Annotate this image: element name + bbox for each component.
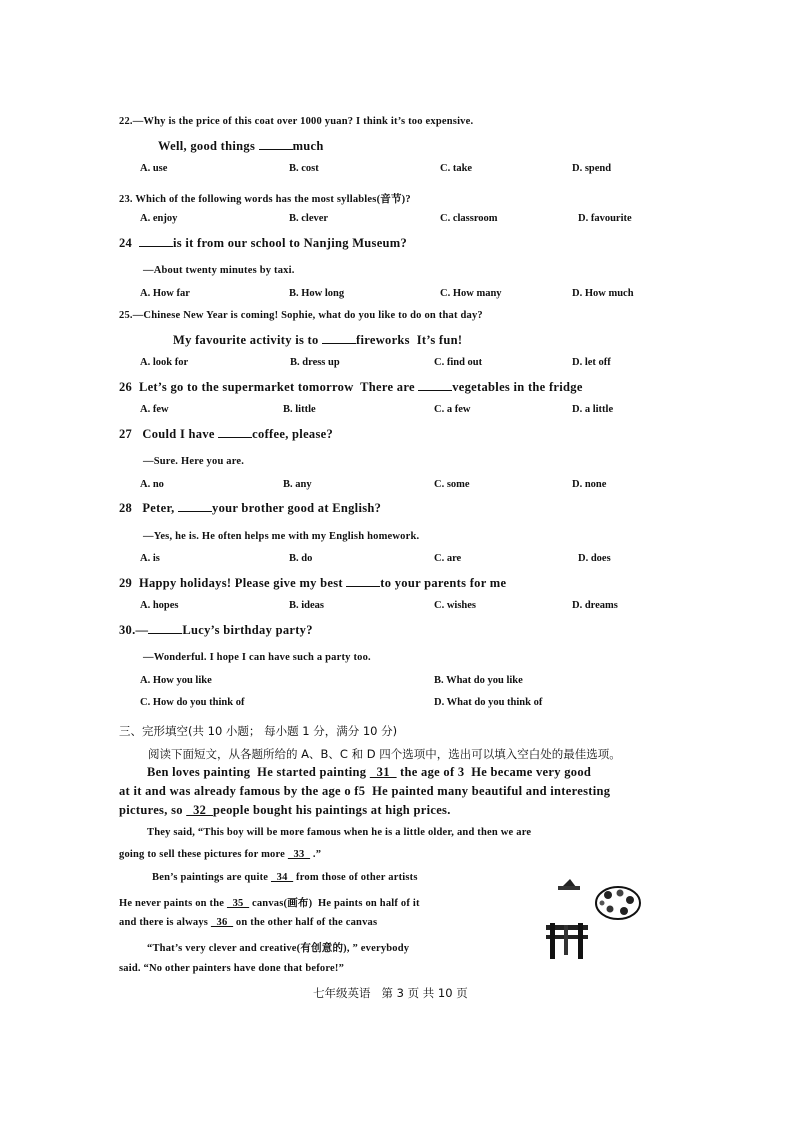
passage-p3-line1: Ben’s paintings are quite 34 from those of other artists bbox=[152, 872, 418, 883]
q30-reply: —Wonderful. I hope I can have such a party too. bbox=[143, 652, 371, 663]
q26-stem: 26 Let’s go to the supermarket tomorrow There are vegetables in the fridge bbox=[119, 380, 583, 394]
q25-option-b[interactable]: B. dress up bbox=[290, 357, 340, 368]
q27-option-b[interactable]: B. any bbox=[283, 479, 312, 490]
passage-p3-line3: and there is always 36 on the other half of the canvas bbox=[119, 917, 378, 928]
blank-33[interactable]: 33 bbox=[287, 849, 311, 860]
q22-option-d[interactable]: D. spend bbox=[572, 163, 612, 174]
passage-p2-line1: They said, “This boy will be more famous when he is a little older, and then we are bbox=[147, 827, 532, 838]
passage-p1-line3: pictures, so 32 people bought his paintings at high prices. bbox=[119, 803, 451, 817]
q22-option-b[interactable]: B. cost bbox=[289, 163, 319, 174]
passage-p4-line1: “That’s very clever and creative(有创意的), ” everybody bbox=[147, 943, 410, 954]
q30-option-d[interactable]: D. What do you think of bbox=[434, 697, 543, 708]
blank-31[interactable]: 31 bbox=[369, 765, 397, 779]
q27-reply: —Sure. Here you are. bbox=[143, 456, 245, 467]
passage-p3-line2: He never paints on the 35 canvas(画布) He paints on half of it bbox=[119, 898, 420, 909]
q28-reply: —Yes, he is. He often helps me with my English homework. bbox=[143, 531, 420, 542]
q24-option-d[interactable]: D. How much bbox=[572, 288, 634, 299]
q28-option-d[interactable]: D. does bbox=[578, 553, 611, 564]
painting-illustration bbox=[540, 873, 645, 963]
page-footer: 七年级英语 第 3 页 共 10 页 bbox=[313, 986, 468, 1000]
q25-option-c[interactable]: C. find out bbox=[434, 357, 483, 368]
q29-option-a[interactable]: A. hopes bbox=[140, 600, 179, 611]
q23-option-b[interactable]: B. clever bbox=[289, 213, 329, 224]
q28-option-c[interactable]: C. are bbox=[434, 553, 462, 564]
q30-stem: 30.— Lucy’s birthday party? bbox=[119, 623, 313, 637]
q27-stem: 27 Could I have coffee, please? bbox=[119, 427, 334, 441]
passage-p1-line2: at it and was already famous by the age o f5 He painted many beautiful and interesting bbox=[119, 784, 611, 798]
q24-option-b[interactable]: B. How long bbox=[289, 288, 345, 299]
q24-option-a[interactable]: A. How far bbox=[140, 288, 190, 299]
q29-option-b[interactable]: B. ideas bbox=[289, 600, 325, 611]
q26-option-d[interactable]: D. a little bbox=[572, 404, 614, 415]
q27-option-a[interactable]: A. no bbox=[140, 479, 164, 490]
q25-stem: 25.—Chinese New Year is coming! Sophie, what do you like to do on that day? bbox=[119, 310, 483, 321]
q29-stem: 29 Happy holidays! Please give my best to your parents for me bbox=[119, 576, 507, 590]
q26-option-c[interactable]: C. a few bbox=[434, 404, 471, 415]
q23-option-c[interactable]: C. classroom bbox=[440, 213, 498, 224]
q27-option-d[interactable]: D. none bbox=[572, 479, 607, 490]
q22-reply: Well, good things much bbox=[158, 139, 324, 153]
blank-36[interactable]: 36 bbox=[210, 917, 234, 928]
blank-35[interactable]: 35 bbox=[226, 898, 250, 909]
q30-option-a[interactable]: A. How you like bbox=[140, 675, 212, 686]
q23-stem: 23. Which of the following words has the most syllables(音节)? bbox=[119, 194, 411, 205]
passage-p1-line1: Ben loves painting He started painting 31 the age of 3 He became very good bbox=[147, 765, 592, 779]
q23-option-d[interactable]: D. favourite bbox=[578, 213, 632, 224]
q25-reply: My favourite activity is to fireworks It’s fun! bbox=[173, 333, 463, 347]
q26-option-a[interactable]: A. few bbox=[140, 404, 169, 415]
q29-option-c[interactable]: C. wishes bbox=[434, 600, 477, 611]
q27-option-c[interactable]: C. some bbox=[434, 479, 470, 490]
q28-option-b[interactable]: B. do bbox=[289, 553, 313, 564]
q24-option-c[interactable]: C. How many bbox=[440, 288, 502, 299]
passage-p4-line2: said. “No other painters have done that before!” bbox=[119, 963, 345, 974]
q22-option-a[interactable]: A. use bbox=[140, 163, 168, 174]
q23-option-a[interactable]: A. enjoy bbox=[140, 213, 178, 224]
q24-reply: —About twenty minutes by taxi. bbox=[143, 265, 295, 276]
section-instruction: 阅读下面短文，从各题所给的 A、B、C 和 D 四个选项中，选出可以填入空白处的最佳选项。 bbox=[148, 747, 621, 761]
q29-option-d[interactable]: D. dreams bbox=[572, 600, 618, 611]
q30-option-c[interactable]: C. How do you think of bbox=[140, 697, 245, 708]
q24-stem: 24 is it from our school to Nanjing Museum? bbox=[119, 236, 408, 250]
blank-34[interactable]: 34 bbox=[270, 872, 294, 883]
passage-p2-line2: going to sell these pictures for more 33 .” bbox=[119, 849, 322, 860]
q22-option-c[interactable]: C. take bbox=[440, 163, 473, 174]
q25-option-a[interactable]: A. look for bbox=[140, 357, 189, 368]
blank-32[interactable]: 32 bbox=[186, 803, 214, 817]
q30-option-b[interactable]: B. What do you like bbox=[434, 675, 523, 686]
section-heading: 三、完形填空(共 10 小题； 每小题 1 分，满分 10 分) bbox=[119, 724, 398, 738]
q28-stem: 28 Peter, your brother good at English? bbox=[119, 501, 382, 515]
q28-option-a[interactable]: A. is bbox=[140, 553, 160, 564]
q25-option-d[interactable]: D. let off bbox=[572, 357, 611, 368]
q26-option-b[interactable]: B. little bbox=[283, 404, 316, 415]
q22-stem: 22.—Why is the price of this coat over 1000 yuan? I think it’s too expensive. bbox=[119, 116, 474, 127]
